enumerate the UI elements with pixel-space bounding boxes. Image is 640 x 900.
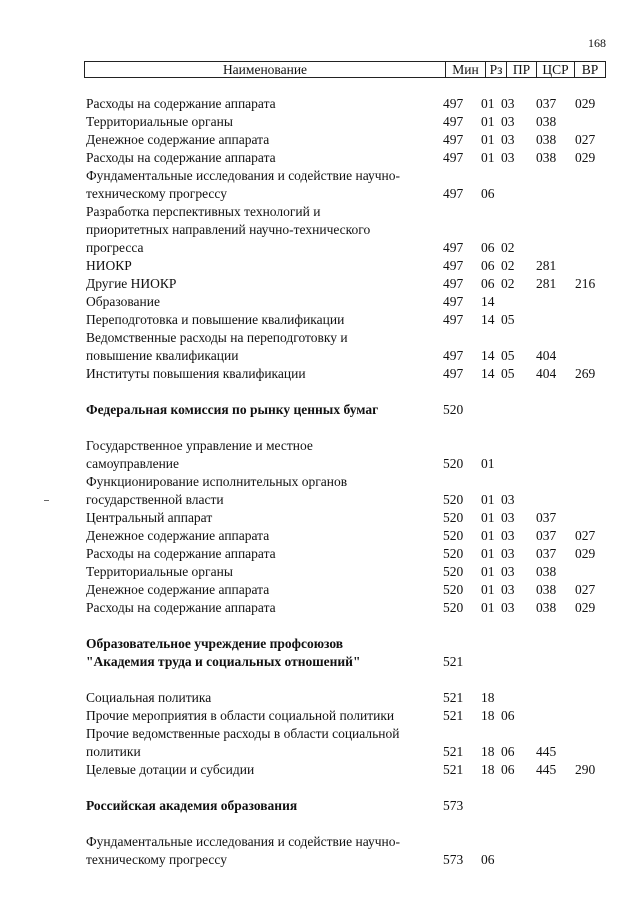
row-gap <box>0 815 640 833</box>
row-name-line: Расходы на содержание аппарата <box>86 600 276 615</box>
row-name-line: государственной власти <box>86 492 224 507</box>
row-name-line: самоуправление <box>86 456 180 471</box>
row-name-line: Образование <box>86 294 160 309</box>
cell-min: 520 <box>443 528 464 543</box>
cell-pr: 05 <box>501 312 515 327</box>
row-name-line: Фундаментальные исследования и содействие научно- <box>86 168 401 183</box>
cell-pr: 06 <box>501 762 515 777</box>
table-row <box>0 527 640 545</box>
row-name <box>86 797 438 815</box>
table-row <box>0 113 640 131</box>
table-row <box>0 761 640 779</box>
cell-csr: 037 <box>536 528 557 543</box>
table-row <box>0 167 640 203</box>
cell-rz: 14 <box>481 366 495 381</box>
cell-rz: 01 <box>481 492 495 507</box>
table-row <box>0 275 640 293</box>
row-name <box>86 707 438 725</box>
cell-csr: 038 <box>536 150 557 165</box>
row-name <box>86 725 438 761</box>
row-name-line: Денежное содержание аппарата <box>86 132 270 147</box>
row-gap <box>0 671 640 689</box>
cell-min: 520 <box>443 564 464 579</box>
cell-csr: 037 <box>536 546 557 561</box>
cell-pr: 03 <box>501 546 515 561</box>
row-name <box>86 365 438 383</box>
row-name-line: Образовательное учреждение профсоюзов <box>86 636 344 651</box>
cell-vr: 029 <box>575 600 596 615</box>
row-name <box>86 95 438 113</box>
cell-pr: 03 <box>501 114 515 129</box>
row-name-line: Прочие ведомственные расходы в области социальной <box>86 726 400 741</box>
cell-min: 520 <box>443 510 464 525</box>
cell-vr: 029 <box>575 96 596 111</box>
table-row <box>0 581 640 599</box>
table-row <box>0 707 640 725</box>
row-name <box>86 167 438 203</box>
row-name-line: Институты повышения квалификации <box>86 366 306 381</box>
row-name-line: Фундаментальные исследования и содействие научно- <box>86 834 401 849</box>
row-name <box>86 563 438 581</box>
cell-rz: 06 <box>481 258 495 273</box>
cell-min: 520 <box>443 402 464 417</box>
cell-csr: 038 <box>536 132 557 147</box>
cell-pr: 03 <box>501 492 515 507</box>
cell-rz: 14 <box>481 348 495 363</box>
row-name <box>86 293 438 311</box>
row-name-line: приоритетных направлений научно-технического <box>86 222 371 237</box>
cell-vr: 027 <box>575 582 596 597</box>
row-name <box>86 257 438 275</box>
row-name <box>86 473 438 509</box>
row-name-line: Переподготовка и повышение квалификации <box>86 312 345 327</box>
row-name-line: Другие НИОКР <box>86 276 177 291</box>
cell-rz: 01 <box>481 510 495 525</box>
row-name <box>86 599 438 617</box>
cell-pr: 02 <box>501 276 515 291</box>
row-name-line: повышение квалификации <box>86 348 239 363</box>
row-name-line: Федеральная комиссия по рынку ценных бумаг <box>86 402 379 417</box>
row-name <box>86 635 438 671</box>
row-name-line: Расходы на содержание аппарата <box>86 546 276 561</box>
row-name-line: прогресса <box>86 240 144 255</box>
row-name-line: Функционирование исполнительных органов <box>86 474 348 489</box>
cell-csr: 281 <box>536 276 557 291</box>
row-name <box>86 833 438 869</box>
cell-vr: 029 <box>575 150 596 165</box>
cell-min: 520 <box>443 582 464 597</box>
cell-min: 497 <box>443 294 464 309</box>
page-number: 168 <box>588 36 606 50</box>
table-row <box>0 473 640 509</box>
cell-pr: 03 <box>501 510 515 525</box>
cell-min: 521 <box>443 690 464 705</box>
cell-rz: 06 <box>481 276 495 291</box>
cell-csr: 404 <box>536 348 557 363</box>
row-name <box>86 401 438 419</box>
row-name-line: Прочие мероприятия в области социальной политики <box>86 708 395 723</box>
cell-vr: 029 <box>575 546 596 561</box>
cell-rz: 01 <box>481 96 495 111</box>
row-name-line: Расходы на содержание аппарата <box>86 150 276 165</box>
row-gap <box>0 617 640 635</box>
header-rz: Рз <box>485 62 506 77</box>
table-body <box>0 95 640 869</box>
cell-min: 521 <box>443 744 464 759</box>
row-name-line: Социальная политика <box>86 690 212 705</box>
cell-rz: 01 <box>481 456 495 471</box>
header-csr: ЦСР <box>536 62 574 77</box>
table-row <box>0 509 640 527</box>
cell-pr: 02 <box>501 240 515 255</box>
cell-rz: 01 <box>481 600 495 615</box>
cell-pr: 03 <box>501 132 515 147</box>
cell-min: 497 <box>443 114 464 129</box>
row-name-line: политики <box>86 744 141 759</box>
table-row <box>0 833 640 869</box>
table-row <box>0 545 640 563</box>
cell-vr: 269 <box>575 366 596 381</box>
table-row <box>0 293 640 311</box>
table-row <box>0 257 640 275</box>
cell-min: 497 <box>443 240 464 255</box>
cell-min: 497 <box>443 276 464 291</box>
cell-min: 520 <box>443 456 464 471</box>
cell-csr: 038 <box>536 114 557 129</box>
row-name <box>86 149 438 167</box>
cell-csr: 038 <box>536 582 557 597</box>
table-row <box>0 329 640 365</box>
row-name-line: Ведомственные расходы на переподготовку и <box>86 330 348 345</box>
cell-pr: 06 <box>501 744 515 759</box>
cell-csr: 404 <box>536 366 557 381</box>
cell-pr: 03 <box>501 150 515 165</box>
row-name <box>86 329 438 365</box>
cell-pr: 03 <box>501 528 515 543</box>
row-name <box>86 203 438 257</box>
cell-pr: 03 <box>501 582 515 597</box>
cell-rz: 01 <box>481 528 495 543</box>
cell-pr: 03 <box>501 96 515 111</box>
table-row <box>0 365 640 383</box>
cell-csr: 037 <box>536 510 557 525</box>
cell-pr: 02 <box>501 258 515 273</box>
cell-rz: 01 <box>481 114 495 129</box>
cell-rz: 18 <box>481 744 495 759</box>
row-name-line: Денежное содержание аппарата <box>86 582 270 597</box>
cell-min: 520 <box>443 600 464 615</box>
row-name-line: Денежное содержание аппарата <box>86 528 270 543</box>
row-gap <box>0 419 640 437</box>
cell-min: 521 <box>443 708 464 723</box>
cell-rz: 01 <box>481 582 495 597</box>
row-name-line: Целевые дотации и субсидии <box>86 762 255 777</box>
table-row <box>0 563 640 581</box>
table-row <box>0 725 640 761</box>
cell-rz: 01 <box>481 564 495 579</box>
cell-min: 573 <box>443 852 464 867</box>
row-name <box>86 545 438 563</box>
cell-min: 497 <box>443 258 464 273</box>
row-name-line: Территориальные органы <box>86 114 233 129</box>
row-name <box>86 689 438 707</box>
cell-rz: 14 <box>481 312 495 327</box>
section-heading-row <box>0 401 640 419</box>
header-min: Мин <box>445 62 485 77</box>
cell-min: 497 <box>443 366 464 381</box>
table-row <box>0 149 640 167</box>
cell-rz: 18 <box>481 708 495 723</box>
cell-csr: 445 <box>536 744 557 759</box>
cell-min: 497 <box>443 348 464 363</box>
row-gap <box>0 779 640 797</box>
row-name <box>86 311 438 329</box>
row-name-line: Территориальные органы <box>86 564 233 579</box>
cell-vr: 027 <box>575 528 596 543</box>
row-name-line: техническому прогрессу <box>86 186 227 201</box>
table-row <box>0 689 640 707</box>
cell-min: 497 <box>443 150 464 165</box>
cell-vr: 027 <box>575 132 596 147</box>
cell-rz: 06 <box>481 240 495 255</box>
row-name <box>86 761 438 779</box>
section-heading-row <box>0 635 640 671</box>
row-name-line: Центральный аппарат <box>86 510 213 525</box>
table-row <box>0 95 640 113</box>
cell-pr: 05 <box>501 348 515 363</box>
cell-rz: 01 <box>481 132 495 147</box>
cell-pr: 03 <box>501 600 515 615</box>
cell-pr: 03 <box>501 564 515 579</box>
row-name-line: Российская академия образования <box>86 798 298 813</box>
cell-rz: 18 <box>481 690 495 705</box>
cell-min: 521 <box>443 654 464 669</box>
cell-rz: 18 <box>481 762 495 777</box>
section-heading-row <box>0 797 640 815</box>
row-name <box>86 581 438 599</box>
row-name-line: Государственное управление и местное <box>86 438 313 453</box>
table-row <box>0 437 640 473</box>
cell-csr: 037 <box>536 96 557 111</box>
cell-csr: 281 <box>536 258 557 273</box>
row-name <box>86 275 438 293</box>
row-name-line: Разработка перспективных технологий и <box>86 204 321 219</box>
cell-min: 497 <box>443 132 464 147</box>
cell-min: 497 <box>443 186 464 201</box>
cell-csr: 445 <box>536 762 557 777</box>
table-row <box>0 131 640 149</box>
table-header <box>84 61 606 78</box>
cell-pr: 06 <box>501 708 515 723</box>
cell-rz: 06 <box>481 852 495 867</box>
cell-csr: 038 <box>536 564 557 579</box>
header-pr: ПР <box>506 62 536 77</box>
row-name <box>86 131 438 149</box>
row-name <box>86 509 438 527</box>
header-name: Наименование <box>222 62 308 77</box>
cell-rz: 06 <box>481 186 495 201</box>
cell-min: 573 <box>443 798 464 813</box>
cell-rz: 14 <box>481 294 495 309</box>
cell-min: 497 <box>443 312 464 327</box>
table-row <box>0 311 640 329</box>
row-name <box>86 437 438 473</box>
row-gap <box>0 383 640 401</box>
cell-min: 520 <box>443 546 464 561</box>
cell-vr: 290 <box>575 762 596 777</box>
table-row <box>0 599 640 617</box>
cell-rz: 01 <box>481 150 495 165</box>
cell-min: 520 <box>443 492 464 507</box>
cell-rz: 01 <box>481 546 495 561</box>
row-name <box>86 113 438 131</box>
row-name-line: Расходы на содержание аппарата <box>86 96 276 111</box>
row-name <box>86 527 438 545</box>
table-row <box>0 203 640 257</box>
row-name-line: техническому прогрессу <box>86 852 227 867</box>
cell-pr: 05 <box>501 366 515 381</box>
row-name-line: "Академия труда и социальных отношений" <box>86 654 361 669</box>
row-name-line: НИОКР <box>86 258 132 273</box>
cell-csr: 038 <box>536 600 557 615</box>
cell-min: 497 <box>443 96 464 111</box>
cell-min: 521 <box>443 762 464 777</box>
header-vr: ВР <box>574 62 605 77</box>
cell-vr: 216 <box>575 276 596 291</box>
